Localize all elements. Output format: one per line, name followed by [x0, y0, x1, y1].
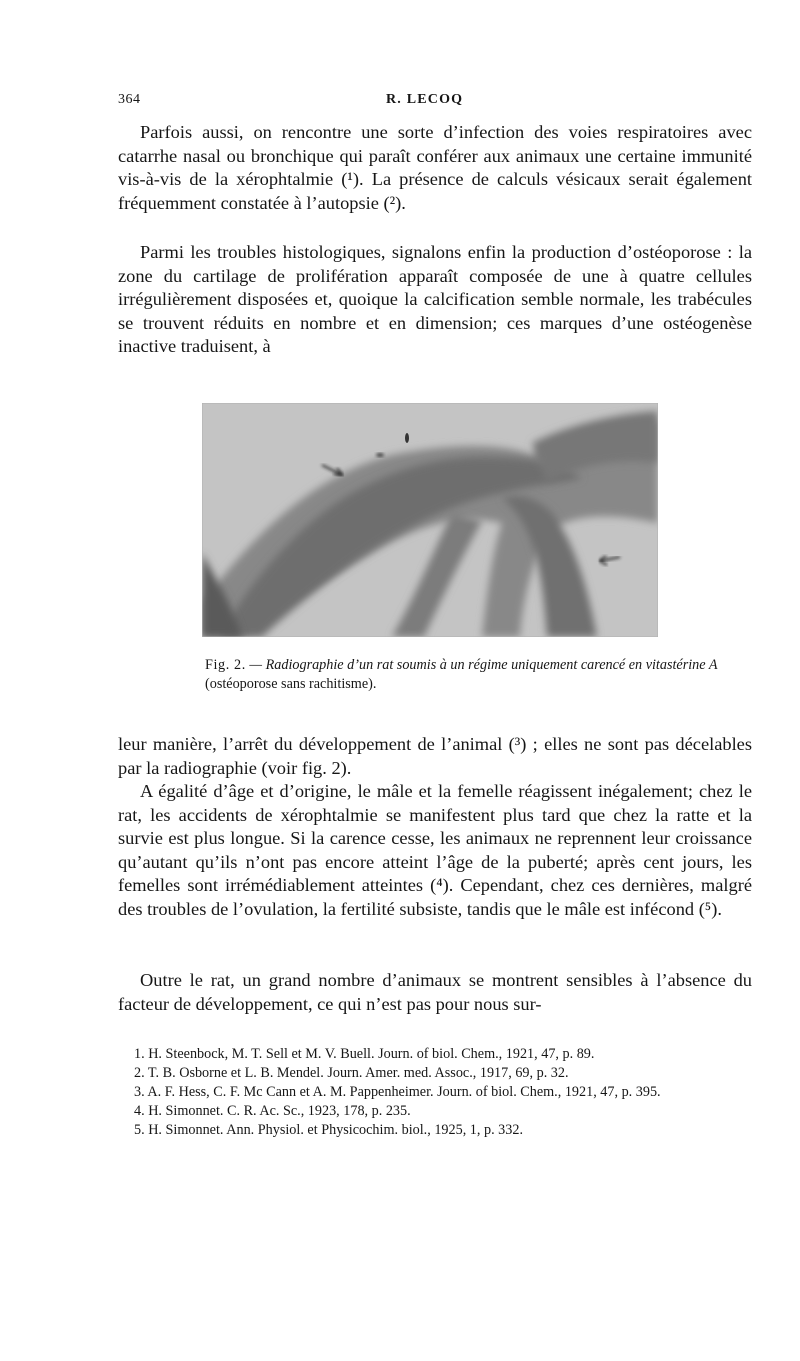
figure-caption-plain: (ostéoporose sans rachitisme). [205, 676, 377, 692]
footnote: 5. H. Simonnet. Ann. Physiol. et Physicochim. biol., 1925, 1, p. 332. [134, 1122, 523, 1138]
figure-caption-italic: — Radiographie d’un rat soumis à un régime uniquement carencé en vitastérine A [249, 657, 718, 673]
footnote: 4. H. Simonnet. C. R. Ac. Sc., 1923, 178, p. 235. [134, 1103, 411, 1119]
figure-caption [205, 656, 745, 694]
radiograph-image [202, 403, 658, 637]
running-head [118, 92, 752, 112]
paragraph-continuation: leur manière, l’arrêt du développement de l’animal (³) ; elles ne sont pas décelables par la radiographie (voir fig. 2). [118, 734, 752, 778]
radiograph-figure [202, 403, 658, 637]
footnote: 1. H. Steenbock, M. T. Sell et M. V. Buell. Journ. of biol. Chem., 1921, 47, p. 89. [134, 1046, 595, 1062]
footnote: 3. A. F. Hess, C. F. Mc Cann et A. M. Pappenheimer. Journ. of biol. Chem., 1921, 47, p. 395. [134, 1084, 661, 1100]
paragraph-infection: Parfois aussi, on rencontre une sorte d’infection des voies respiratoires avec catarrhe nasal ou bronchique qui paraît conférer aux animaux une certaine immunité vis-à-vis de la xérophtalmie (¹). La présence de calculs vésicaux serait également fréquemment constatée à l’autopsie (²). [118, 122, 752, 213]
paragraph-sex-differences: A égalité d’âge et d’origine, le mâle et la femelle réagissent inégalement; chez le rat, les accidents de xérophtalmie se manifestent plus tard que chez la ratte et la survie est plus longue. Si la carence cesse, les animaux ne reprennent leur croissance qu’autant qu’ils n’ont pas encore atteint l’âge de la puberté; après cent jours, les femelles sont irrémédiablement atteintes (⁴). Cependant, chez ces dernières, malgré des troubles de l’ovulation, la fertilité subsiste, tandis que le mâle est infécond (⁵). [118, 781, 752, 919]
footnotes [118, 1045, 752, 1140]
running-head-author: R. LECOQ [386, 92, 464, 107]
page-number: 364 [118, 92, 141, 107]
paragraph-histology: Parmi les troubles histologiques, signalons enfin la production d’ostéoporose : la zone du cartilage de prolifération apparaît composée de une à quatre cellules irrégulièrement disposées et, quoique la calcification semble normale, les trabécules se trouvent réduits en nombre et en dimension; ces marques d’une ostéogenèse inactive traduisent, à [118, 242, 752, 357]
paragraph-other-animals: Outre le rat, un grand nombre d’animaux se montrent sensibles à l’absence du facteur de développement, ce qui n’est pas pour nous sur- [118, 970, 752, 1014]
footnote: 2. T. B. Osborne et L. B. Mendel. Journ. Amer. med. Assoc., 1917, 69, p. 32. [134, 1065, 569, 1081]
radiograph-mark [405, 433, 409, 443]
radiograph-spot [376, 453, 384, 457]
figure-label: Fig. 2. [205, 657, 246, 673]
